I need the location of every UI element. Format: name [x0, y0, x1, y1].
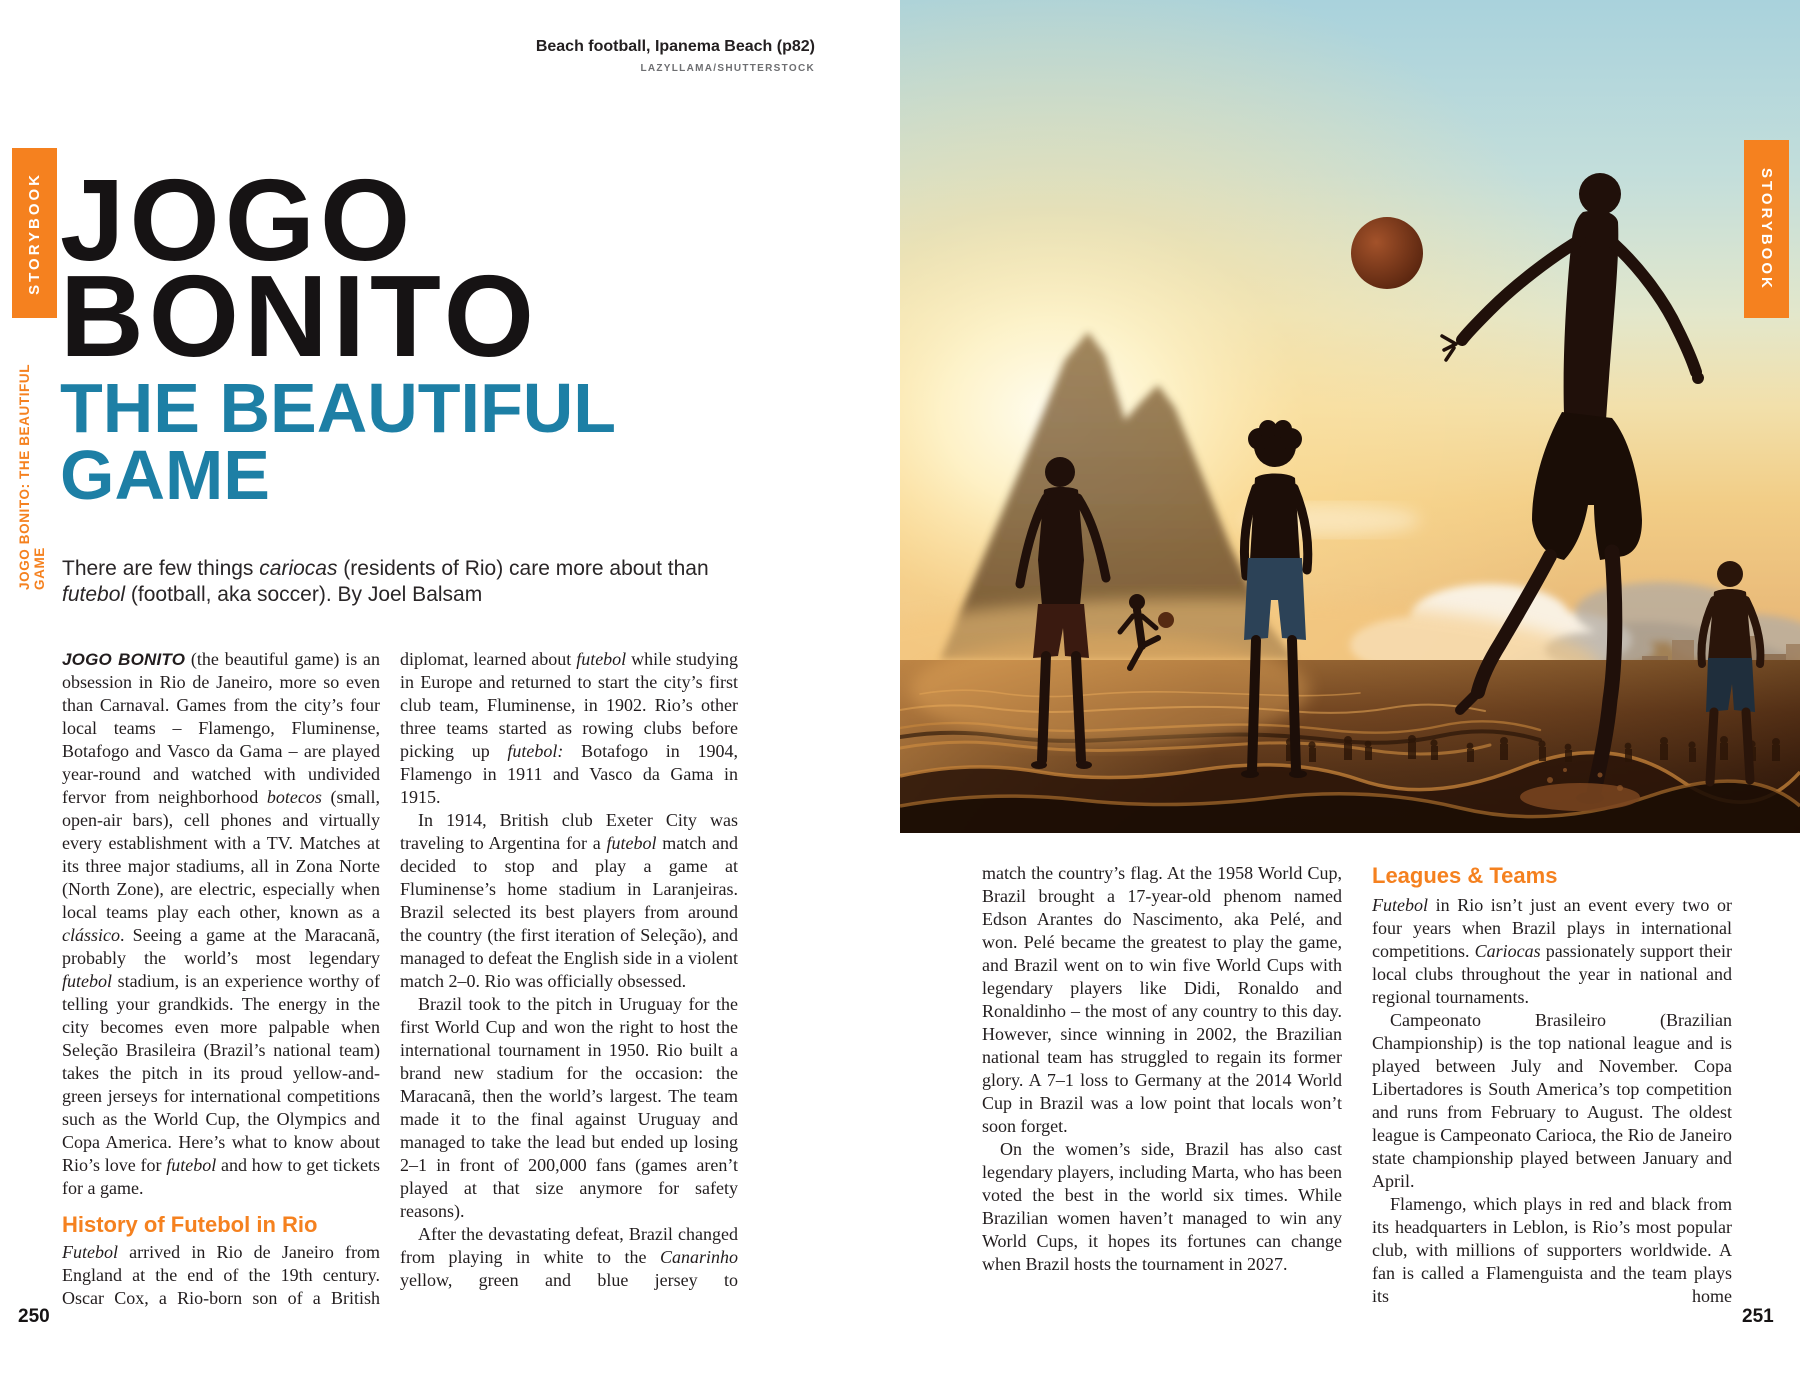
vertical-chapter-title-text: JOGO BONITO: THE BEAUTIFUL GAME: [17, 364, 47, 590]
paragraph: match the country’s flag. At the 1958 World Cup, Brazil brought a 17-year-old phenom named Edson Arantes do Nascimento, aka Pelé, and won. Pelé became the greatest to play the game, and Brazil went on to win five World Cups with legendary players like Didi, Ronaldo and Ronaldinho – the most of any country to this day. However, since winning in 2002, the Brazilian national team has struggled to regain its former glory. A 7–1 loss to Germany at the 2014 World Cup in Brazil was a low point that locals won’t soon forget.: [982, 863, 1342, 1136]
paragraph: JOGO BONITO (the beautiful game) is an obsession in Rio de Janeiro, more so even than Carnaval. Games from the city’s four local teams – Flamengo, Fluminense, Botafogo and Vasco da Gama – are played year-round and watched with undivided fervor from neighborhood botecos (small, open-air bars), cell phones and virtually every establishment with a TV. Matches at its three major stadiums, all in Zona Norte (North Zone), are electric, especially when local teams play each other, known as a clássico. Seeing a game at the Maracanã, probably the world’s most legendary futebol stadium, is an experience worthy of telling your grandkids. The energy in the city becomes even more palpable when Seleção Brasileira (Brazil’s national team) takes the pitch in its proud yellow-and-green jerseys for international competitions such as the World Cup, the Olympics and Copa America. Here’s what to know about Rio’s love for futebol and how to get tickets for a game.: [62, 649, 381, 1198]
standfirst: There are few things cariocas (residents of Rio) care more about than futebol (football, aka soccer). By Joel Balsam: [62, 557, 709, 607]
storybook-tab-left: [12, 148, 57, 318]
body-column-4: [1372, 862, 1732, 1308]
vertical-chapter-title: [13, 345, 51, 590]
photo-caption: Beach football, Ipanema Beach (p82): [535, 38, 815, 55]
body-column-1: [62, 648, 380, 1310]
paragraph: Campeonato Brasileiro (Brazilian Championship) is the top national league and is played between July and November. Copa Libertadores is South America’s top competition and runs from February to August. The oldest league is Campeonato Carioca, the Rio de Janeiro state championship played between January and April.: [1372, 1010, 1732, 1192]
paragraph: Futebol arrived in Rio de Janeiro from England at the end of the 19th century. Oscar Cox, a Rio-born son of a British: [62, 1242, 380, 1309]
section-heading: History of Futebol in Rio: [62, 1212, 318, 1237]
title-line-1: JOGO: [60, 155, 416, 285]
page-number-right: 251: [1742, 1306, 1774, 1327]
body-column-3: [982, 862, 1342, 1276]
photo-caption-block: [536, 38, 815, 74]
storybook-tab-right: [1744, 140, 1789, 318]
title-line-3: THE BEAUTIFUL: [60, 368, 617, 447]
paragraph: On the women’s side, Brazil has also cast legendary players, including Marta, who has been voted the best in the world six times. While Brazilian women haven’t managed to win any World Cups, it hopes its fortunes can change when Brazil hosts the tournament in 2027.: [982, 1139, 1342, 1274]
paragraph: Brazil took to the pitch in Uruguay for the first World Cup and won the right to host the international tournament in 1950. Rio built a brand new stadium for the occasion: the Maracanã, then the world’s largest. The team made it to the final against Uruguay and managed to take the lead but ended up losing 2–1 in front of 200,000 fans (games aren’t played at that size anymore for safety reasons).: [400, 994, 738, 1221]
body-column-2: [400, 648, 738, 1292]
paragraph: After the devastating defeat, Brazil changed from playing in white to the Canarinho yellow, green and blue jersey to: [400, 1224, 738, 1290]
title-line-2: BONITO: [60, 251, 539, 382]
paragraph: Futebol in Rio isn’t just an event every two or four years when Brazil plays in international competitions. Cariocas passionately support their local clubs throughout the year in national and regional tournaments.: [1372, 895, 1732, 1008]
paragraph: In 1914, British club Exeter City was traveling to Argentina for a futebol match and decided to stop and play a game at Fluminense’s home stadium in Laranjeiras. Brazil selected its best players from around the country (the first iteration of Seleção), and managed to defeat the English side in a violent match 2–0. Rio was officially obsessed.: [400, 810, 738, 991]
photo-frame: [900, 0, 1800, 833]
paragraph: diplomat, learned about futebol while studying in Europe and returned to start the city’s first club team, Fluminense, in 1902. Rio’s other three teams started as rowing clubs before picking up futebol: Botafogo in 1904, Flamengo in 1911 and Vasco da Gama in 1915.: [400, 649, 739, 807]
article-title: [60, 155, 617, 514]
storybook-tab-right-label: STORYBOOK: [1758, 167, 1775, 291]
section-heading: Leagues & Teams: [1372, 863, 1558, 888]
paragraph: Flamengo, which plays in red and black from its headquarters in Leblon, is Rio’s most popular club, with millions of supporters worldwide. A fan is called a Flamenguista and the team plays its home: [1372, 1194, 1732, 1307]
storybook-tab-left-label: STORYBOOK: [26, 171, 43, 295]
beach-photo: [900, 0, 1800, 833]
page-number-left: 250: [18, 1306, 50, 1327]
photo-credit: LAZYLLAMA/SHUTTERSTOCK: [640, 63, 815, 74]
title-line-4: GAME: [60, 435, 270, 514]
